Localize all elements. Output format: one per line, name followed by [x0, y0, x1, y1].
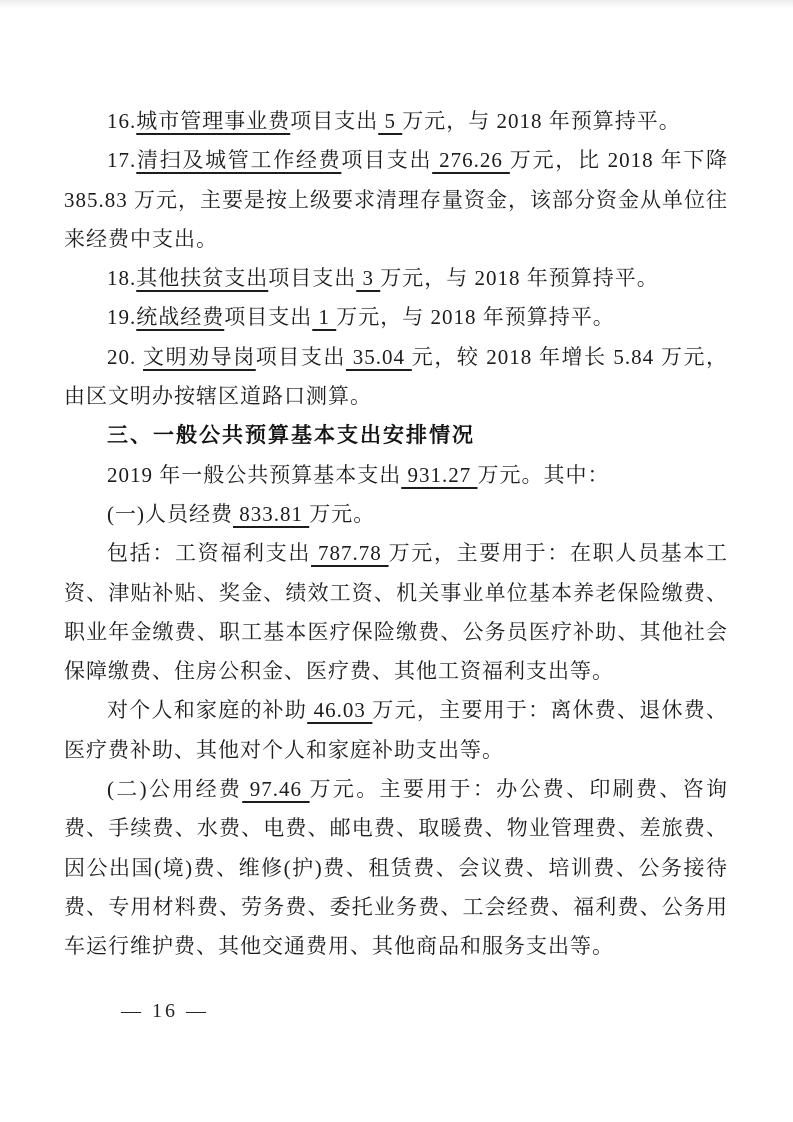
text-run: (二)公用经费 — [107, 777, 243, 802]
text-run: 万元。 — [309, 501, 376, 526]
text-run: 18. — [107, 266, 137, 291]
underlined-value: 城市管理事业费 — [136, 109, 291, 133]
text-run: 项目支出 — [341, 148, 433, 173]
paragraph — [64, 259, 728, 298]
text-run: 万元，与 2018 年预算持平。 — [336, 305, 615, 330]
text-run: 项目支出 — [290, 109, 379, 133]
text-run: 包括：工资福利支出 — [107, 541, 312, 566]
paragraph — [64, 495, 728, 534]
underlined-value: 1 — [312, 305, 337, 330]
text-run: 万元，主要用于：在职人员基本工资、津贴补贴、奖金、绩效工资、机关事业单位基本养老保险缴费、职业年金缴费、职工基本医疗保险缴费、公务员医疗补助、其他社会保障缴费、住房公积金、医疗费、其他工资福利支出等。 — [64, 541, 729, 684]
underlined-value: 3 — [356, 266, 381, 291]
paragraph — [64, 691, 728, 770]
text-run: 20. — [107, 344, 144, 369]
underlined-value: 统战经费 — [136, 305, 225, 330]
text-run: 元，较 2018 年增长 5.84 万元，由区文明办按辖区道路口测算。 — [64, 344, 729, 409]
paragraph — [64, 534, 728, 691]
text-run: 三、一般公共预算基本支出安排情况 — [107, 424, 475, 448]
text-run: 2019 年一般公共预算基本支出 — [107, 462, 402, 487]
paragraph — [64, 298, 728, 337]
text-run: 16. — [107, 109, 137, 133]
paragraph — [64, 338, 728, 417]
paragraph — [64, 102, 728, 141]
text-run: 19. — [107, 305, 137, 330]
page-number: — 16 — — [121, 1000, 209, 1022]
text-run: 万元。其中： — [477, 462, 610, 487]
document-body — [64, 102, 728, 967]
text-run: 万元，比 2018 年下降 385.83 万元，主要是按上级要求清理存量资金，该部分资金从单位往来经费中支出。 — [64, 148, 729, 251]
underlined-value: 276.26 — [432, 148, 510, 173]
underlined-value: 46.03 — [307, 698, 373, 723]
text-run: 项目支出 — [268, 266, 357, 291]
underlined-value: 35.04 — [345, 344, 412, 369]
text-run: 17. — [107, 148, 137, 173]
text-run: 万元，主要用于：离休费、退休费、医疗费补助、其他对个人和家庭补助支出等。 — [64, 698, 729, 762]
underlined-value: 文明劝导岗 — [143, 344, 256, 369]
paragraph — [64, 141, 728, 259]
scan-shadow — [0, 0, 793, 8]
paragraph — [64, 456, 728, 495]
section-heading — [64, 416, 728, 455]
underlined-value: 833.81 — [233, 501, 310, 526]
underlined-value: 931.27 — [401, 462, 478, 487]
text-run: (一)人员经费 — [107, 501, 233, 526]
text-run: 项目支出 — [255, 344, 346, 369]
underlined-value: 清扫及城管工作经费 — [136, 148, 342, 173]
underlined-value: 97.46 — [242, 777, 310, 802]
text-run: 万元。主要用于：办公费、印刷费、咨询费、手续费、水费、电费、邮电费、取暖费、物业管理费、差旅费、因公出国(境)费、维修(护)费、租赁费、会议费、培训费、公务接待费、专用材料费、劳务费、委托业务费、工会经费、福利费、公务用车运行维护费、其他交通费用、其他商品和服务支出等。 — [64, 777, 729, 959]
paragraph — [64, 770, 728, 966]
text-run: 万元，与 2018 年预算持平。 — [380, 266, 659, 291]
text-run: 万元，与 2018 年预算持平。 — [402, 109, 681, 133]
underlined-value: 5 — [378, 109, 403, 133]
text-run: 项目支出 — [224, 305, 313, 330]
underlined-value: 787.78 — [311, 541, 389, 566]
text-run: 对个人和家庭的补助 — [107, 698, 308, 723]
underlined-value: 其他扶贫支出 — [136, 266, 269, 291]
